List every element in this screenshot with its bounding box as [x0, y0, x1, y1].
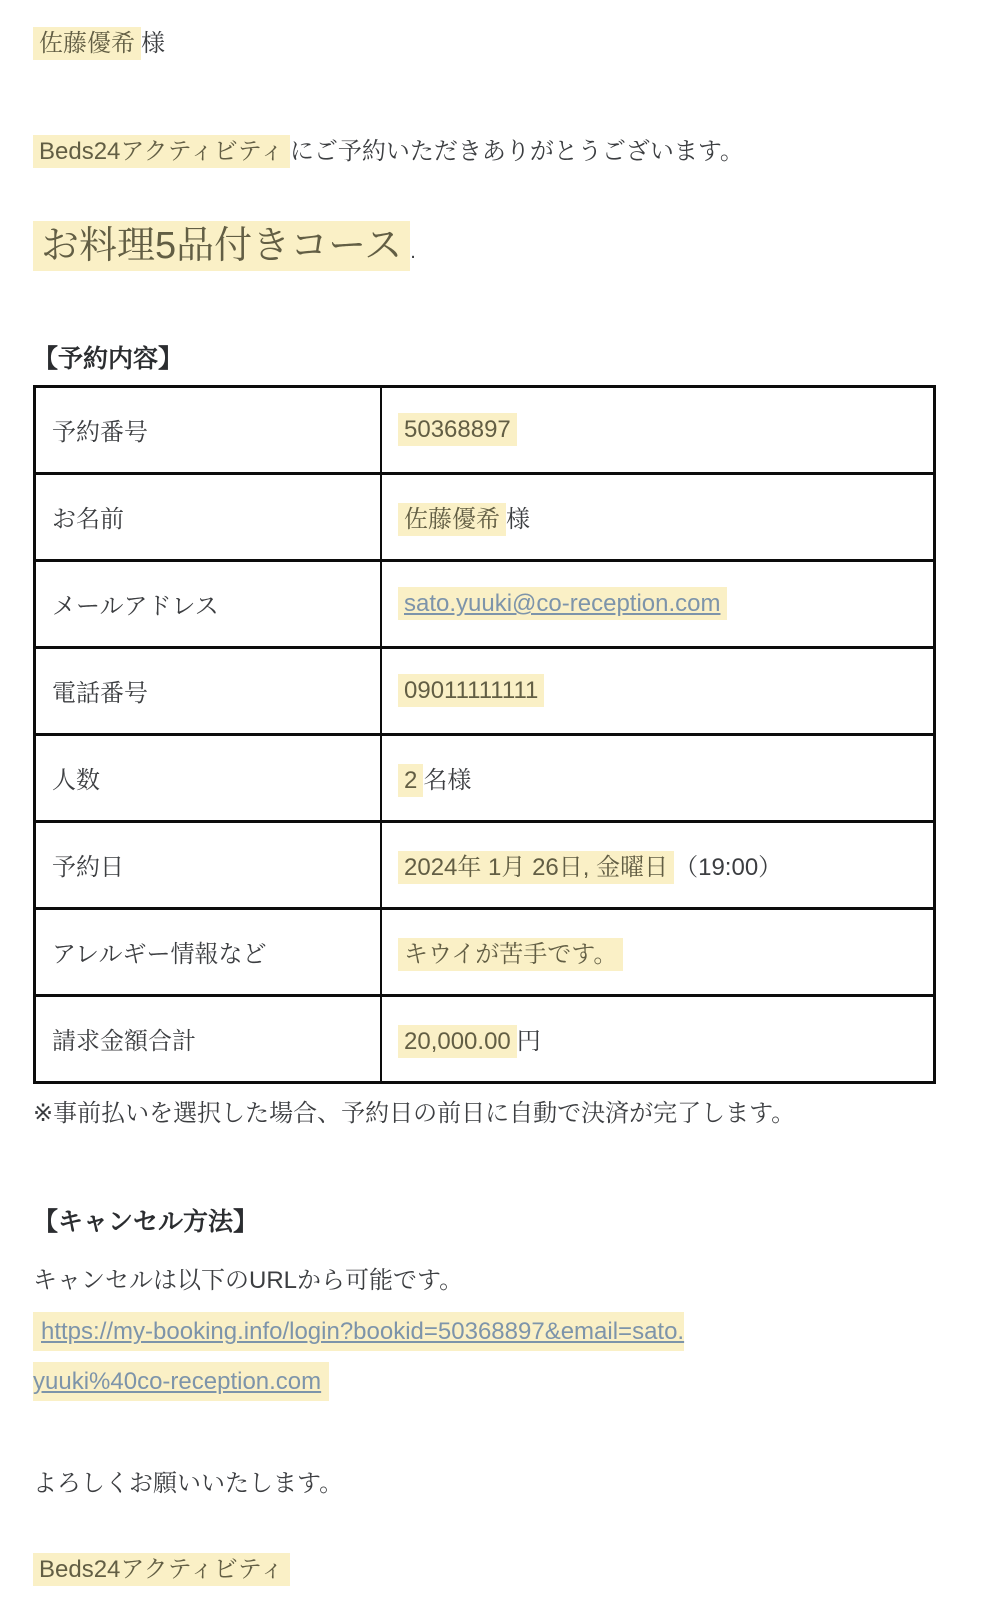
row-value: [381, 473, 935, 560]
row-value: [381, 386, 935, 473]
thanks-suffix: にご予約いただきありがとうございます。: [289, 138, 744, 165]
value-highlight: 2024年 1月 26日, 金曜日: [398, 851, 674, 884]
signature-service-name: Beds24アクティビティ: [33, 1553, 290, 1586]
course-title-text: お料理5品付きコース: [33, 221, 410, 271]
course-title-period: .: [410, 241, 416, 263]
value-plain: 円: [516, 1028, 541, 1056]
row-label: メールアドレス: [35, 560, 382, 647]
email-link[interactable]: sato.yuuki@co-reception.com: [398, 587, 727, 620]
table-row: [35, 386, 935, 473]
value-highlight: 09011111111: [398, 674, 544, 707]
thanks-line: [33, 134, 959, 170]
closing-line: よろしくお願いいたします。: [33, 1469, 344, 1497]
booking-details-table: [33, 385, 936, 1084]
cancel-section-title: 【キャンセル方法】: [33, 1207, 259, 1236]
cancel-instruction: キャンセルは以下のURLから可能です。: [33, 1267, 464, 1295]
value-highlight: 佐藤優希: [398, 503, 506, 536]
course-title: [33, 222, 959, 271]
row-label: 請求金額合計: [35, 995, 382, 1082]
cancel-url-paragraph: [33, 1307, 959, 1405]
row-value: [381, 647, 935, 734]
table-row: [35, 473, 935, 560]
table-row: [35, 995, 935, 1082]
row-value: [381, 560, 935, 647]
cancel-url-line1[interactable]: https://my-booking.info/login?bookid=50368897&email=sato.: [41, 1318, 685, 1346]
value-plain: 名様: [423, 767, 472, 795]
guest-name: 佐藤優希: [33, 27, 141, 60]
row-label: 予約日: [35, 821, 382, 908]
value-highlight: 50368897: [398, 413, 517, 446]
service-name: Beds24アクティビティ: [33, 135, 290, 168]
greeting-line: [33, 26, 959, 62]
cancel-url-line2[interactable]: yuuki%40co-reception.com: [33, 1367, 322, 1395]
row-label: お名前: [35, 473, 382, 560]
row-label: 電話番号: [35, 647, 382, 734]
row-label: 人数: [35, 734, 382, 821]
row-value: [381, 734, 935, 821]
table-row: [35, 647, 935, 734]
table-row: [35, 908, 935, 995]
row-value: [381, 995, 935, 1082]
signature-line: [33, 1552, 959, 1588]
table-row: [35, 560, 935, 647]
table-row: [35, 734, 935, 821]
value-highlight: 20,000.00: [398, 1025, 517, 1058]
table-row: [35, 821, 935, 908]
value-highlight: 2: [398, 764, 423, 797]
greeting-suffix: 様: [141, 30, 165, 57]
prepayment-note: ※事前払いを選択した場合、予約日の前日に自動で決済が完了します。: [33, 1099, 796, 1127]
value-highlight: キウイが苦手です。: [398, 938, 623, 971]
row-label: アレルギー情報など: [35, 908, 382, 995]
row-value: [381, 908, 935, 995]
value-plain: （19:00）: [674, 854, 783, 882]
value-plain: 様: [506, 506, 530, 534]
row-value: [381, 821, 935, 908]
cancel-url-link[interactable]: [33, 1312, 684, 1400]
booking-section-title: 【予約内容】: [33, 345, 184, 374]
row-label: 予約番号: [35, 386, 382, 473]
